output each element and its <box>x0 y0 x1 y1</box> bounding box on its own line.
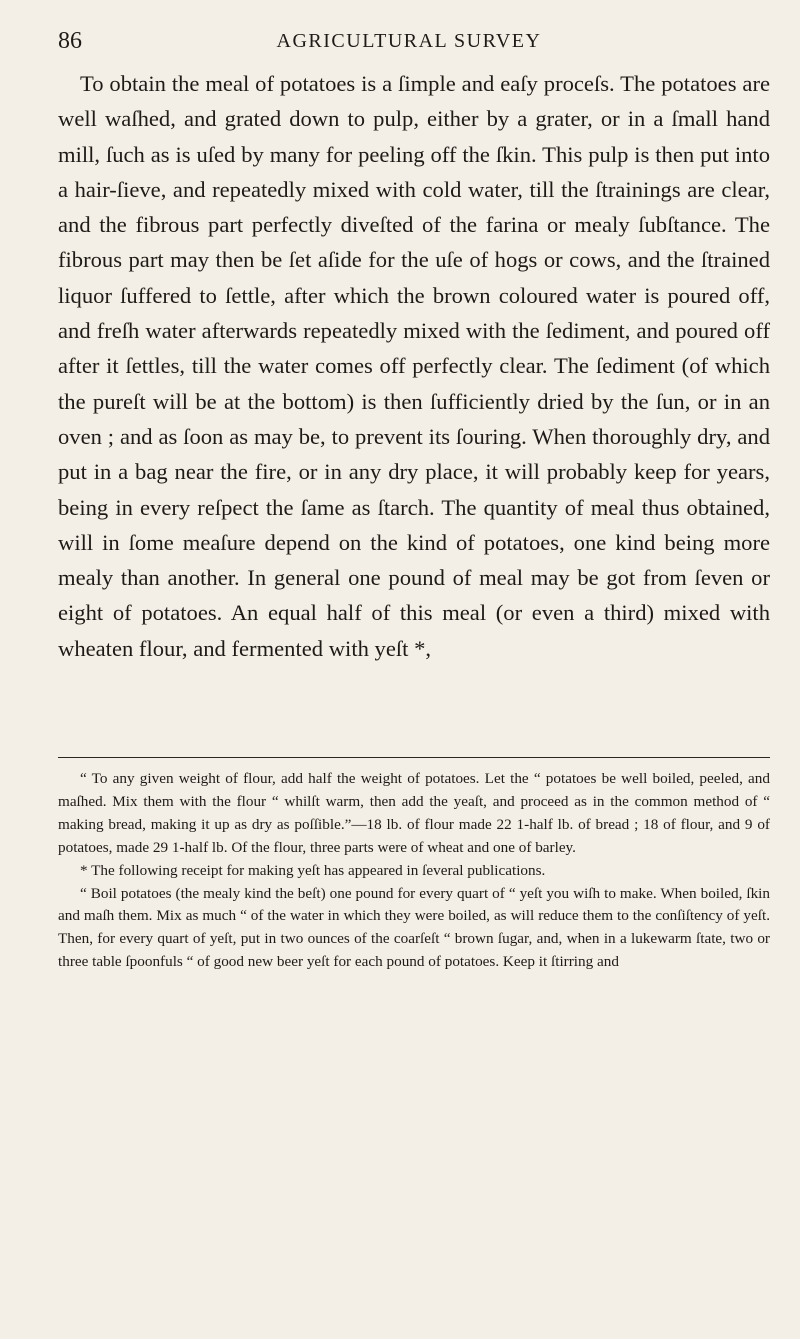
main-text <box>58 66 770 666</box>
footnote-yeast-recipe: “ Boil potatoes (the mealy kind the beſt) one pound for every quart of “ yeſt you wiſh to make. When boiled, ſkin and maſh them. Mix as much “ of the water in which they were boiled, as will reduce them to the conſiſtency of yeſt. Then, for every quart of yeſt, put in two ounces of the coarſeſt “ brown ſugar, and, when in a lukewarm ſtate, two or three table ſpoonfuls “ of good new beer yeſt for each pound of potatoes. Keep it ſtirring and <box>58 884 770 971</box>
footnote-yeast-intro: * The following receipt for making yeſt has appeared in ſeveral publications. <box>80 861 546 879</box>
page-number: 86 <box>58 28 82 54</box>
body-paragraph: To obtain the meal of potatoes is a ſimple and eaſy proceſs. The potatoes are well waſhed, and grated down to pulp, either by a grater, or in a ſmall hand mill, ſuch as is uſed by many for peeling off the ſkin. This pulp is then put into a hair-ſieve, and repeatedly mixed with cold water, till the ſtrainings are clear, and the fibrous part perfectly diveſted of the farina or mealy ſubſtance. The fibrous part may then be ſet aſide for the uſe of hogs or cows, and the ſtrained liquor ſuffered to ſettle, after which the brown coloured water is poured off, and freſh water afterwards repeatedly mixed with the ſediment, and poured off after it ſettles, till the water comes off perfectly clear. The ſediment (of which the pureſt will be at the bottom) is then ſufficiently dried by the ſun, or in an oven ; and as ſoon as may be, to prevent its ſouring. When thoroughly dry, and put in a bag near the fire, or in any dry place, it will probably keep for years, being in every reſpect the ſame as ſtarch. The quantity of meal thus obtained, will in ſome meaſure depend on the kind of potatoes, one kind being more mealy than another. In general one pound of meal may be got from ſeven or eight of potatoes. An equal half of this meal (or even a third) mixed with wheaten flour, and fermented with yeſt *, <box>58 71 770 661</box>
footnote-rule <box>58 757 770 758</box>
footnotes <box>58 768 770 974</box>
footnote-bread-recipe: “ To any given weight of flour, add half the weight of potatoes. Let the “ potatoes be well boiled, peeled, and maſhed. Mix them with the flour “ whilſt warm, then add the yeaſt, and proceed as in the common method of “ making bread, making it up as dry as poſſible.”—18 lb. of flour made 22 1-half lb. of bread ; 18 of flour, and 9 of potatoes, made 29 1-half lb. Of the flour, three parts were of wheat and one of barley. <box>58 770 770 856</box>
running-title: AGRICULTURAL SURVEY <box>276 30 542 52</box>
page-header <box>58 28 760 58</box>
